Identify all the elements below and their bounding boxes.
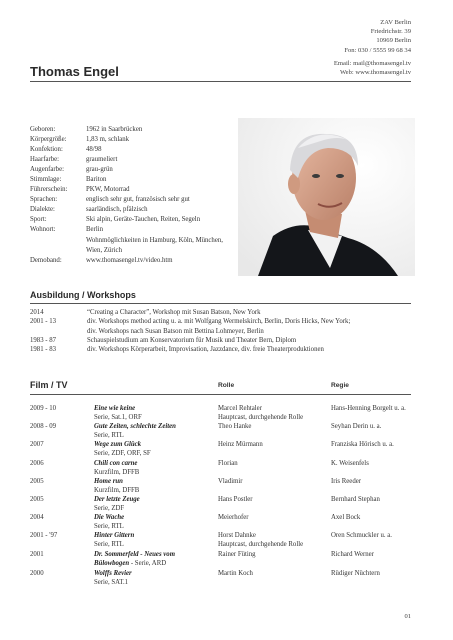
education-year: 1983 - 87: [30, 336, 57, 344]
film-title-cell: [94, 550, 218, 568]
film-director: Axel Bock: [331, 514, 361, 522]
film-year: 2004: [30, 514, 44, 522]
film-director: Rüdiger Nüchtern: [331, 569, 380, 577]
film-role-cell: [218, 550, 334, 559]
film-role-note: Hauptcast, durchgehende Rolle: [218, 414, 304, 422]
film-subtitle: Serie, RTL: [94, 523, 124, 531]
profile-label: Haarfarbe:: [30, 156, 60, 164]
film-title-cont: Bülowbogen: [94, 559, 130, 567]
film-subtitle: Serie, ZDF: [94, 505, 125, 513]
film-title: Home run: [94, 477, 123, 485]
profile-label: Sprachen:: [30, 196, 58, 204]
film-subtitle: Kurzfilm, DFFB: [94, 468, 140, 476]
film-role-cell: [218, 404, 334, 422]
education-row: [30, 336, 417, 345]
portrait-image: [238, 118, 415, 276]
film-role: Horst Dahnke: [218, 532, 256, 540]
education-row: [30, 345, 417, 354]
profile-row: [30, 165, 262, 175]
film-year: 2009 - 10: [30, 405, 57, 412]
film-title-cell: [94, 495, 218, 513]
profile-label: Sport:: [30, 216, 47, 224]
profile-label: Geboren:: [30, 126, 56, 133]
profile-value: Ski alpin, Geräte-Tauchen, Reiten, Segeln: [86, 216, 201, 224]
film-subtitle: Serie, Sat.1, ORF: [94, 414, 142, 422]
city: 10969 Berlin: [376, 37, 411, 45]
film-role-cell: [218, 495, 334, 504]
profile-label: Dialekte:: [30, 206, 55, 214]
film-year: 2006: [30, 459, 44, 467]
profile-row: [30, 155, 262, 165]
profile-label: Konfektion:: [30, 146, 63, 154]
education-year: 2001 - 13: [30, 318, 57, 326]
film-director: K. Weisenfels: [331, 459, 369, 467]
film-subtitle: Serie, SAT.1: [94, 578, 129, 586]
education-text: div. Workshops Körperarbeit, Improvisation, Jazzdance, div. freie Theaterproduktionen: [87, 346, 324, 354]
film-role-cell: [218, 569, 334, 578]
profile-value: www.thomasengel.tv/video.htm: [86, 256, 173, 264]
film-role-cell: [218, 422, 334, 431]
education-year: 2014: [30, 309, 44, 316]
email: Email: mail@thomasengel.tv: [333, 60, 411, 67]
education-text: div. Workshops nach Susan Batson mit Bettina Lohmeyer, Berlin: [87, 327, 264, 335]
film-role: Martin Koch: [218, 569, 253, 577]
profile-row: [30, 246, 262, 256]
film-director: Oren Schmuckler u. a.: [331, 532, 392, 540]
film-title: Gute Zeiten, schlechte Zeiten: [94, 423, 176, 431]
profile-value: 1962 in Saarbrücken: [86, 126, 143, 133]
film-rule: [30, 394, 411, 395]
profile-row: [30, 205, 262, 215]
film-subtitle: Serie, RTL: [94, 432, 124, 440]
film-director: Hans-Henning Borgelt u. a.: [331, 405, 406, 412]
profile-row: [30, 195, 262, 205]
film-director: Seyhan Derin u. a.: [331, 423, 382, 431]
film-title: Der letzte Zeuge: [94, 495, 140, 503]
profile-label: Wohnort:: [30, 226, 56, 234]
film-subtitle: Kurzfilm, DFFB: [94, 486, 140, 494]
film-title: Eine wie keine: [94, 405, 136, 412]
film-role: Florian: [218, 459, 238, 467]
film-year: 2001: [30, 550, 44, 558]
person-name: Thomas Engel: [30, 64, 119, 79]
profile-label: Demoband:: [30, 256, 62, 264]
film-title-cell: [94, 440, 218, 458]
education-year: [30, 327, 87, 336]
film-director: Bernhard Stephan: [331, 495, 380, 503]
header-rule: [30, 81, 411, 82]
phone: Fon: 030 / 5555 99 68 34: [344, 46, 411, 54]
film-title-cell: [94, 569, 218, 587]
profile-row: [30, 145, 262, 155]
education-rule: [30, 303, 411, 304]
film-role: Vladimir: [218, 477, 243, 485]
film-director: Iris Reeder: [331, 477, 362, 485]
education-list: [30, 308, 417, 354]
film-year: 2005: [30, 477, 44, 485]
education-year: 1981 - 83: [30, 346, 57, 354]
film-role-cell: [218, 440, 334, 449]
film-role: Heinz Mürmann: [218, 441, 263, 449]
film-title: Hinter Gittern: [94, 532, 135, 540]
online-contact: [334, 59, 411, 77]
profile-list: [30, 125, 262, 266]
director-column-header: Regie: [331, 382, 349, 389]
film-title-cell: [94, 477, 218, 495]
profile-label: Körpergröße:: [30, 136, 67, 144]
film-title-cell: [94, 459, 218, 477]
film-director: Richard Werner: [331, 550, 374, 558]
education-text: div. Workshops method acting u. a. mit Wolfgang Wermelskirch, Berlin, Doris Hicks, New York;: [87, 318, 351, 326]
film-role-cell: [218, 459, 334, 468]
profile-row: [30, 185, 262, 195]
film-title-cell: [94, 513, 218, 531]
film-role-cell: [218, 531, 334, 549]
profile-value: grau-grün: [86, 166, 113, 174]
film-role: Rainer Füting: [218, 550, 256, 558]
film-year: 2007: [30, 441, 44, 449]
profile-label: Stimmlage:: [30, 176, 62, 184]
film-role-cell: [218, 477, 334, 486]
profile-value: Bariton: [86, 176, 107, 184]
profile-value: Wohnmöglichkeiten in Hamburg, Köln, München,: [86, 236, 223, 244]
film-title: Wege zum Glück: [94, 441, 142, 449]
profile-row: [30, 135, 262, 145]
profile-value: 48/98: [86, 146, 102, 154]
film-heading: Film / TV: [30, 380, 68, 390]
film-title: Chili con carne: [94, 459, 138, 467]
profile-row: [30, 236, 262, 246]
profile-value: 1,83 m, schlank: [86, 136, 130, 144]
film-role: Theo Hanke: [218, 423, 252, 431]
education-row: [30, 308, 417, 317]
profile-label: Augenfarbe:: [30, 166, 64, 174]
profile-value: Wien, Zürich: [86, 246, 122, 254]
portrait-photo: [238, 118, 415, 276]
website: Web: www.thomasengel.tv: [339, 69, 411, 77]
film-subtitle: Serie, ZDF, ORF, SF: [94, 450, 151, 458]
education-text: Schauspielstudium am Konservatorium für Musik und Theater Bern, Diplom: [87, 336, 297, 344]
profile-row: [30, 225, 262, 235]
profile-value: graumeliert: [86, 156, 118, 164]
film-role: Meierhofer: [218, 514, 249, 522]
film-year: 2000: [30, 569, 44, 577]
profile-label: Führerschein:: [30, 186, 68, 194]
profile-value: saarländisch, pfälzisch: [86, 206, 148, 214]
education-row: [30, 327, 417, 336]
film-role-note: Hauptcast, durchgehende Rolle: [218, 541, 304, 549]
profile-label: [30, 236, 86, 246]
profile-row: [30, 125, 262, 135]
film-title-cell: [94, 404, 218, 422]
profile-row: [30, 215, 262, 225]
street: Friedrichstr. 39: [370, 28, 411, 36]
film-title: Die Wache: [94, 514, 125, 522]
film-subtitle: Serie, RTL: [94, 541, 124, 549]
film-year: 2005: [30, 495, 44, 503]
education-text: “Creating a Character”, Workshop mit Susan Batson, New York: [87, 309, 261, 316]
profile-row: [30, 175, 262, 185]
film-subtitle: - Serie, ARD: [129, 559, 167, 567]
film-role: Marcel Rehtaler: [218, 405, 262, 412]
film-role: Hans Postler: [218, 495, 253, 503]
film-year: 2008 - 09: [30, 423, 57, 431]
film-title: Wolffs Revier: [94, 569, 132, 577]
film-director: Franziska Hörisch u. a.: [331, 441, 394, 449]
agency: ZAV Berlin: [380, 19, 411, 26]
film-year: 2001 - '97: [30, 532, 58, 540]
profile-label: [30, 246, 86, 256]
education-row: [30, 317, 417, 326]
film-role-cell: [218, 513, 334, 522]
film-title-cell: [94, 422, 218, 440]
education-heading: Ausbildung / Workshops: [30, 290, 136, 300]
film-title-cell: [94, 531, 218, 549]
role-column-header: Rolle: [218, 382, 235, 389]
profile-value: PKW, Motorrad: [86, 186, 130, 194]
page-number: 01: [404, 613, 411, 620]
profile-value: Berlin: [86, 226, 103, 234]
film-title: Dr. Sommerfeld - Neues vom: [94, 550, 175, 558]
contact-block: [344, 18, 411, 55]
profile-row: [30, 256, 262, 266]
profile-value: englisch sehr gut, französisch sehr gut: [86, 196, 190, 204]
